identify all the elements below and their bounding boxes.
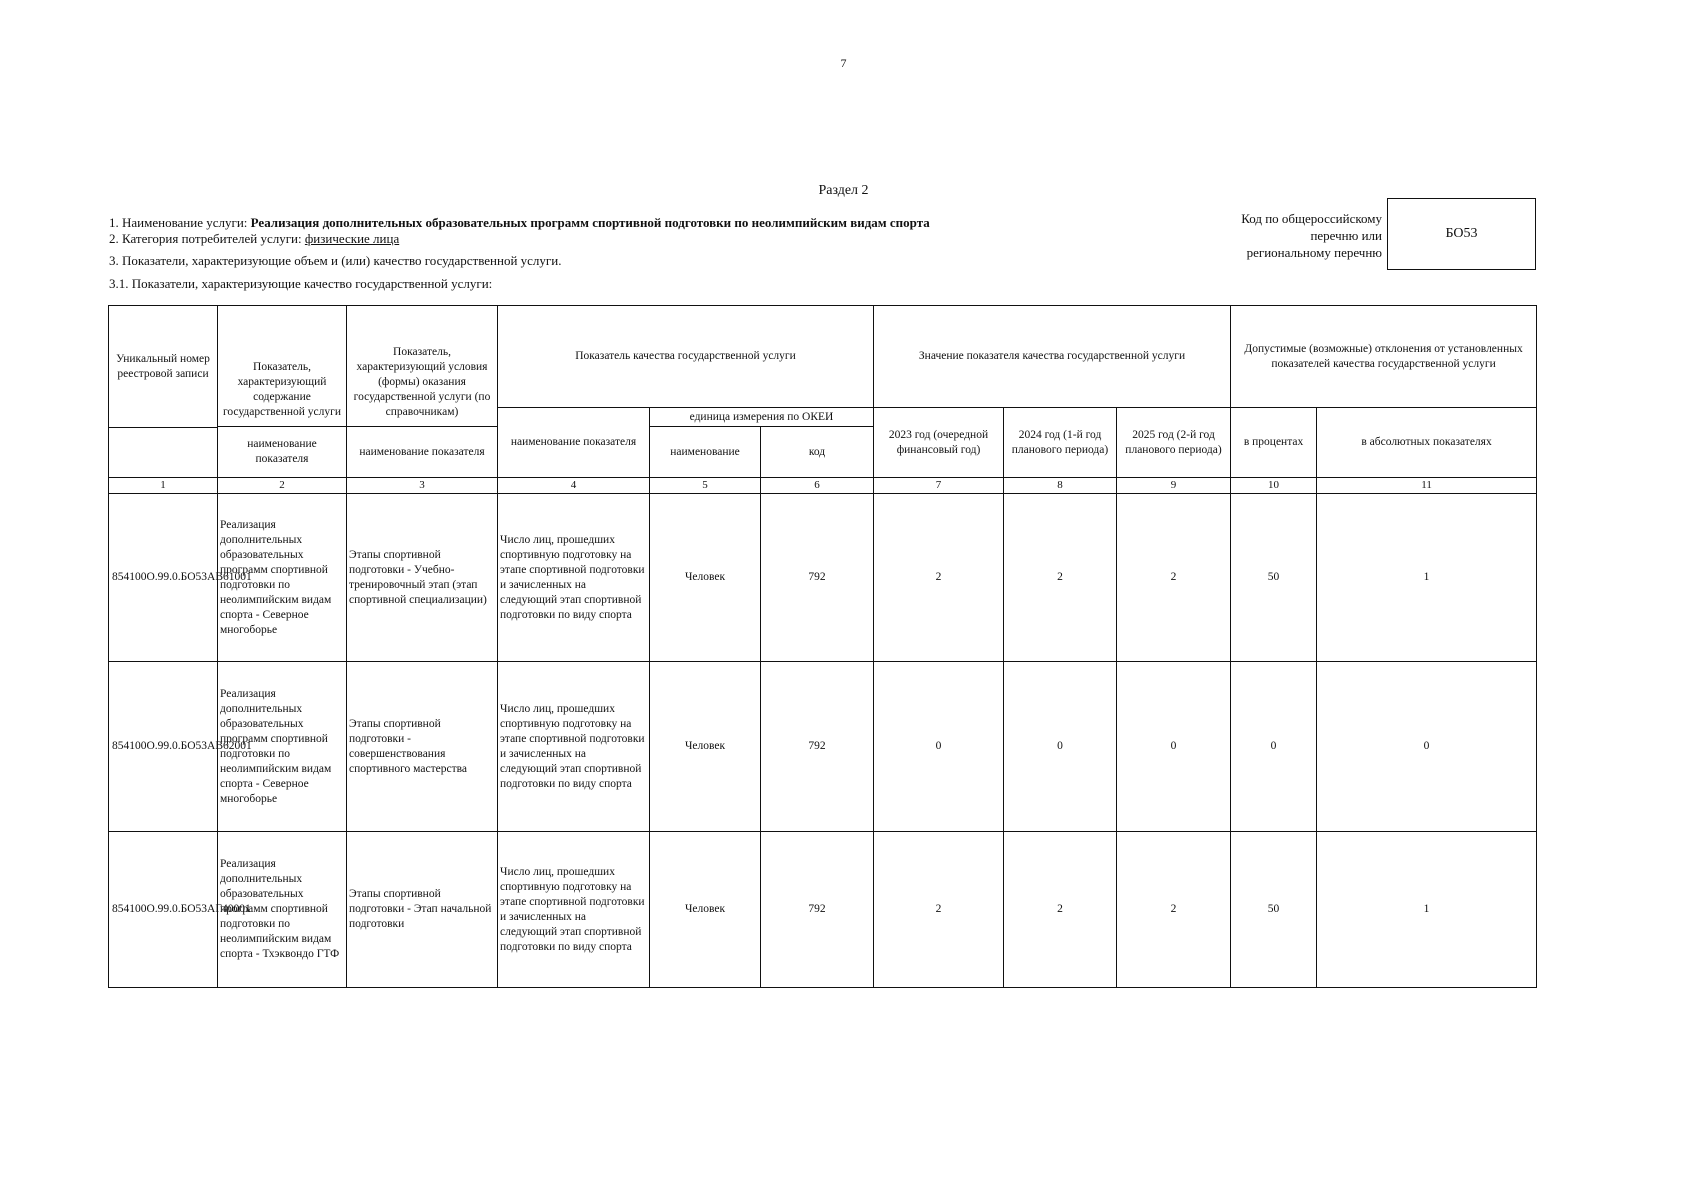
condition-indicator: Этапы спортивной подготовки - совершенствования спортивного мастерства	[347, 662, 498, 832]
registry-number: 854100О.99.0.БО53АВ62001	[109, 662, 218, 832]
consumer-category-value: физические лица	[304, 231, 400, 246]
code-label-line-3: региональному перечню	[1246, 245, 1382, 260]
header-unique-number: Уникальный номер реестровой записи	[109, 306, 218, 428]
value-2023: 2	[874, 832, 1004, 988]
unit-code: 792	[761, 662, 874, 832]
service-name-line	[109, 215, 930, 231]
header-unit-name: наименование	[650, 427, 761, 478]
code-label-line-1: Код по общероссийскому	[1241, 211, 1382, 226]
column-number: 3	[347, 478, 498, 494]
header-content-indicator: Показатель, характеризующий содержание государственной услуги	[218, 306, 347, 427]
deviation-percent: 50	[1231, 494, 1317, 662]
quality-indicator-name: Число лиц, прошедших спортивную подготовку на этапе спортивной подготовки и зачисленных на следующий этап спортивной подготовки по виду спорта	[498, 662, 650, 832]
column-number: 11	[1317, 478, 1537, 494]
quality-indicators-table	[108, 305, 1537, 988]
page-number: 7	[840, 56, 847, 70]
header-indicator-name-4: наименование показателя	[498, 408, 650, 478]
value-2023: 2	[874, 494, 1004, 662]
value-2024: 2	[1004, 832, 1117, 988]
deviation-percent: 0	[1231, 662, 1317, 832]
value-2024: 0	[1004, 662, 1117, 832]
content-indicator: Реализация дополнительных образовательных программ спортивной подготовки по неолимпийским видам спорта - Северное многоборье	[218, 662, 347, 832]
content-indicator: Реализация дополнительных образовательных программ спортивной подготовки по неолимпийским видам спорта - Тхэквондо ГТФ	[218, 832, 347, 988]
header-row-1	[109, 306, 1537, 408]
value-2023: 0	[874, 662, 1004, 832]
code-box	[1387, 198, 1536, 270]
service-name-value: Реализация дополнительных образовательных программ спортивной подготовки по неолимпийским видам спорта	[250, 215, 930, 230]
deviation-absolute: 1	[1317, 494, 1537, 662]
value-2024: 2	[1004, 494, 1117, 662]
deviation-absolute: 1	[1317, 832, 1537, 988]
unit-code: 792	[761, 494, 874, 662]
unit-name: Человек	[650, 494, 761, 662]
table-row	[109, 662, 1537, 832]
header-year-2025: 2025 год (2-й год планового периода)	[1117, 408, 1231, 478]
column-number: 5	[650, 478, 761, 494]
value-2025: 2	[1117, 494, 1231, 662]
service-name-label: 1. Наименование услуги:	[109, 215, 251, 230]
quality-indicators-line: 3.1. Показатели, характеризующие качество государственной услуги:	[109, 276, 493, 291]
quality-indicator-name: Число лиц, прошедших спортивную подготовку на этапе спортивной подготовки и зачисленных на следующий этап спортивной подготовки по виду спорта	[498, 832, 650, 988]
table-row	[109, 494, 1537, 662]
column-number: 7	[874, 478, 1004, 494]
header-unique-number-cont	[109, 428, 218, 478]
consumer-category-label: 2. Категория потребителей услуги:	[109, 231, 305, 246]
column-number: 1	[109, 478, 218, 494]
table-row	[109, 832, 1537, 988]
header-year-2023: 2023 год (очередной финансовый год)	[874, 408, 1004, 478]
header-okei-unit: единица измерения по ОКЕИ	[650, 408, 874, 427]
unit-name: Человек	[650, 832, 761, 988]
header-year-2024: 2024 год (1-й год планового периода)	[1004, 408, 1117, 478]
header-indicator-name-3: наименование показателя	[347, 427, 498, 478]
condition-indicator: Этапы спортивной подготовки - Этап начальной подготовки	[347, 832, 498, 988]
unit-code: 792	[761, 832, 874, 988]
header-unit-code: код	[761, 427, 874, 478]
deviation-percent: 50	[1231, 832, 1317, 988]
header-in-absolute: в абсолютных показателях	[1317, 408, 1537, 478]
header-quality-value: Значение показателя качества государственной услуги	[874, 306, 1231, 408]
registry-number: 854100О.99.0.БО53АВ61001	[109, 494, 218, 662]
column-number: 8	[1004, 478, 1117, 494]
header-quality-indicator: Показатель качества государственной услуги	[498, 306, 874, 408]
section-title: Раздел 2	[818, 183, 869, 198]
registry-number: 854100О.99.0.БО53АГ40001	[109, 832, 218, 988]
consumer-category-line	[109, 231, 399, 247]
content-indicator: Реализация дополнительных образовательных программ спортивной подготовки по неолимпийским видам спорта - Северное многоборье	[218, 494, 347, 662]
column-numbers-row	[109, 478, 1537, 494]
code-label	[1190, 210, 1382, 261]
code-value: БО53	[1445, 226, 1478, 241]
header-deviations: Допустимые (возможные) отклонения от установленных показателей качества государственной услуги	[1231, 306, 1537, 408]
header-condition-indicator: Показатель, характеризующий условия (формы) оказания государственной услуги (по справочникам)	[347, 306, 498, 427]
column-number: 9	[1117, 478, 1231, 494]
condition-indicator: Этапы спортивной подготовки - Учебно-тренировочный этап (этап спортивной специализации)	[347, 494, 498, 662]
indicators-line: 3. Показатели, характеризующие объем и (или) качество государственной услуги.	[109, 253, 562, 268]
quality-indicator-name: Число лиц, прошедших спортивную подготовку на этапе спортивной подготовки и зачисленных на следующий этап спортивной подготовки по виду спорта	[498, 494, 650, 662]
header-in-percent: в процентах	[1231, 408, 1317, 478]
column-number: 4	[498, 478, 650, 494]
code-label-line-2: перечню или	[1310, 228, 1382, 243]
column-number: 2	[218, 478, 347, 494]
column-number: 6	[761, 478, 874, 494]
deviation-absolute: 0	[1317, 662, 1537, 832]
column-number: 10	[1231, 478, 1317, 494]
value-2025: 0	[1117, 662, 1231, 832]
header-indicator-name-2: наименование показателя	[218, 427, 347, 478]
unit-name: Человек	[650, 662, 761, 832]
value-2025: 2	[1117, 832, 1231, 988]
